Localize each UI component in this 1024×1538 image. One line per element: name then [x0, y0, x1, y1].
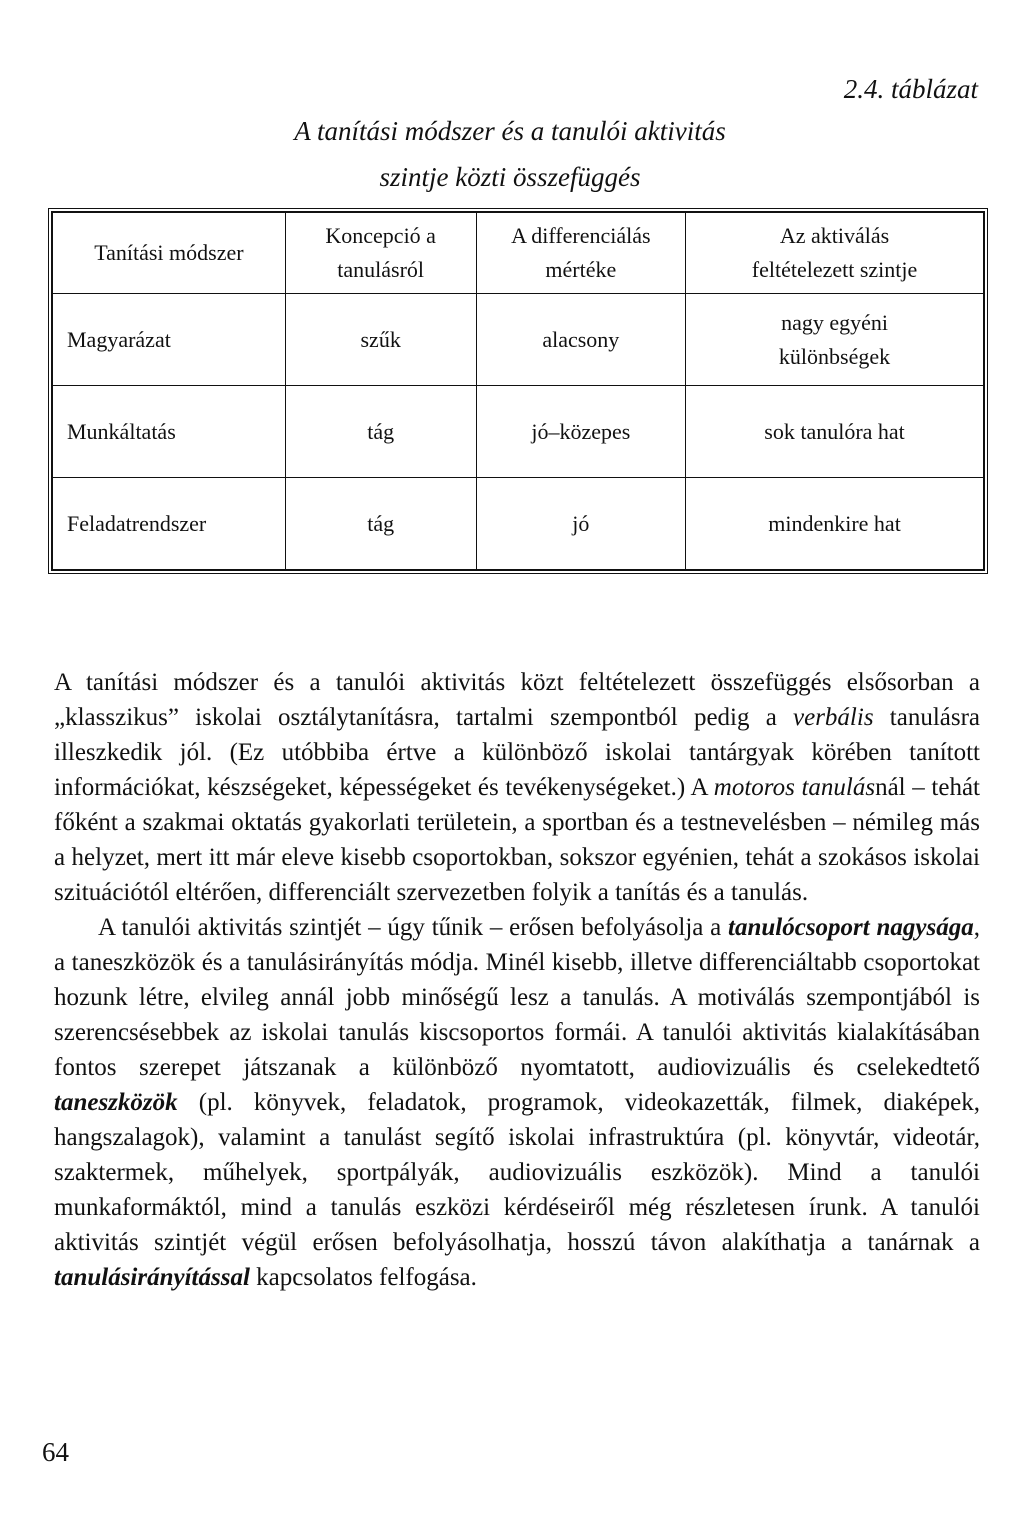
cell-method: Munkáltatás: [53, 386, 286, 478]
caption-line-1: A tanítási módszer és a tanulói aktivitás: [294, 116, 726, 146]
table-row: [53, 294, 984, 386]
header-method: Tanítási módszer: [53, 213, 286, 294]
cell-activation: sok tanulóra hat: [686, 386, 984, 478]
paragraph-2: A tanulói aktivitás szintjét – úgy tűnik – erősen befolyásolja a tanulócsoport nagysága, a taneszközök és a tanulásirányítás módja. Minél kisebb, illetve differenciáltabb csoportokat hozunk létre, elvileg annál jobb minőségű lesz a tanulás. A motiválás szempontjából is szerencsésebbek az iskolai tanulás kiscsoportos formái. A tanulói aktivitás kialakításában fontos szerepet játszanak a különböző nyomtatott, audiovizuális és cselekedtető taneszközök (pl. könyvek, feladatok, programok, videokazetták, filmek, diaképek, hangszalagok), valamint a tanulást segítő iskolai infrastruktúra (pl. könyvtár, videotár, szaktermek, műhelyek, sportpályák, audiovizuális eszközök). Mind a tanulói munkaformáktól, mind a tanulás eszközi kérdéseiről még részletesen írunk. A tanulói aktivitás szintjét végül erősen befolyásolhatja, hosszú távon alakíthatja a tanárnak a tanulásirányítással kapcsolatos felfogása.: [54, 914, 980, 1291]
emphasis-teaching-tools: taneszközök: [54, 1089, 178, 1116]
emphasis-motor-learning: motoros tanulás: [713, 774, 876, 801]
cell-activation: nagy egyéni különbségek: [686, 294, 984, 386]
table-header-row: [53, 213, 984, 294]
cell-differentiation: jó–közepes: [476, 386, 685, 478]
paragraph-1: A tanítási módszer és a tanulói aktivitás közt feltételezett összefüggés elsősorban a „klasszikus” iskolai osztálytanításra, tartalmi szempontból pedig a verbális tanulásra illeszkedik jól. (Ez utóbbiba értve a különböző iskolai tantárgyak körében tanított információkat, készségeket, képességeket és tevékenységeket.) A motoros tanulásnál – tehát főként a szakmai oktatás gyakorlati területein, a sportban és a testnevelésben – némileg más a helyzet, mert itt már eleve kisebb csoportokban, sokszor egyénien, tehát a szokásos iskolai szituációtól eltérően, differenciált szervezetben folyik a tanítás és a tanulás.: [54, 669, 981, 906]
page-number: 64: [42, 1437, 69, 1467]
table-row: [53, 386, 984, 478]
table-caption: [200, 108, 820, 200]
emphasis-group-size: tanulócsoport nagysága: [728, 914, 974, 941]
cell-differentiation: jó: [476, 478, 685, 570]
emphasis-verbal: verbális: [793, 704, 874, 731]
cell-method: Feladatrendszer: [53, 478, 286, 570]
caption-line-2: szintje közti összefüggés: [379, 162, 641, 192]
data-table: [48, 208, 988, 574]
header-activation: Az aktiválás feltételezett szintje: [686, 213, 984, 294]
table-label: 2.4. táblázat: [843, 74, 978, 104]
table-row: [53, 478, 984, 570]
cell-concept: tág: [285, 478, 476, 570]
cell-concept: tág: [285, 386, 476, 478]
body-text: [54, 665, 980, 1295]
emphasis-learning-management: tanulásirányítással: [54, 1264, 250, 1291]
cell-activation: mindenkire hat: [686, 478, 984, 570]
cell-concept: szűk: [285, 294, 476, 386]
cell-differentiation: alacsony: [476, 294, 685, 386]
header-concept: Koncepció a tanulásról: [285, 213, 476, 294]
header-differentiation: A differenciálás mértéke: [476, 213, 685, 294]
cell-method: Magyarázat: [53, 294, 286, 386]
